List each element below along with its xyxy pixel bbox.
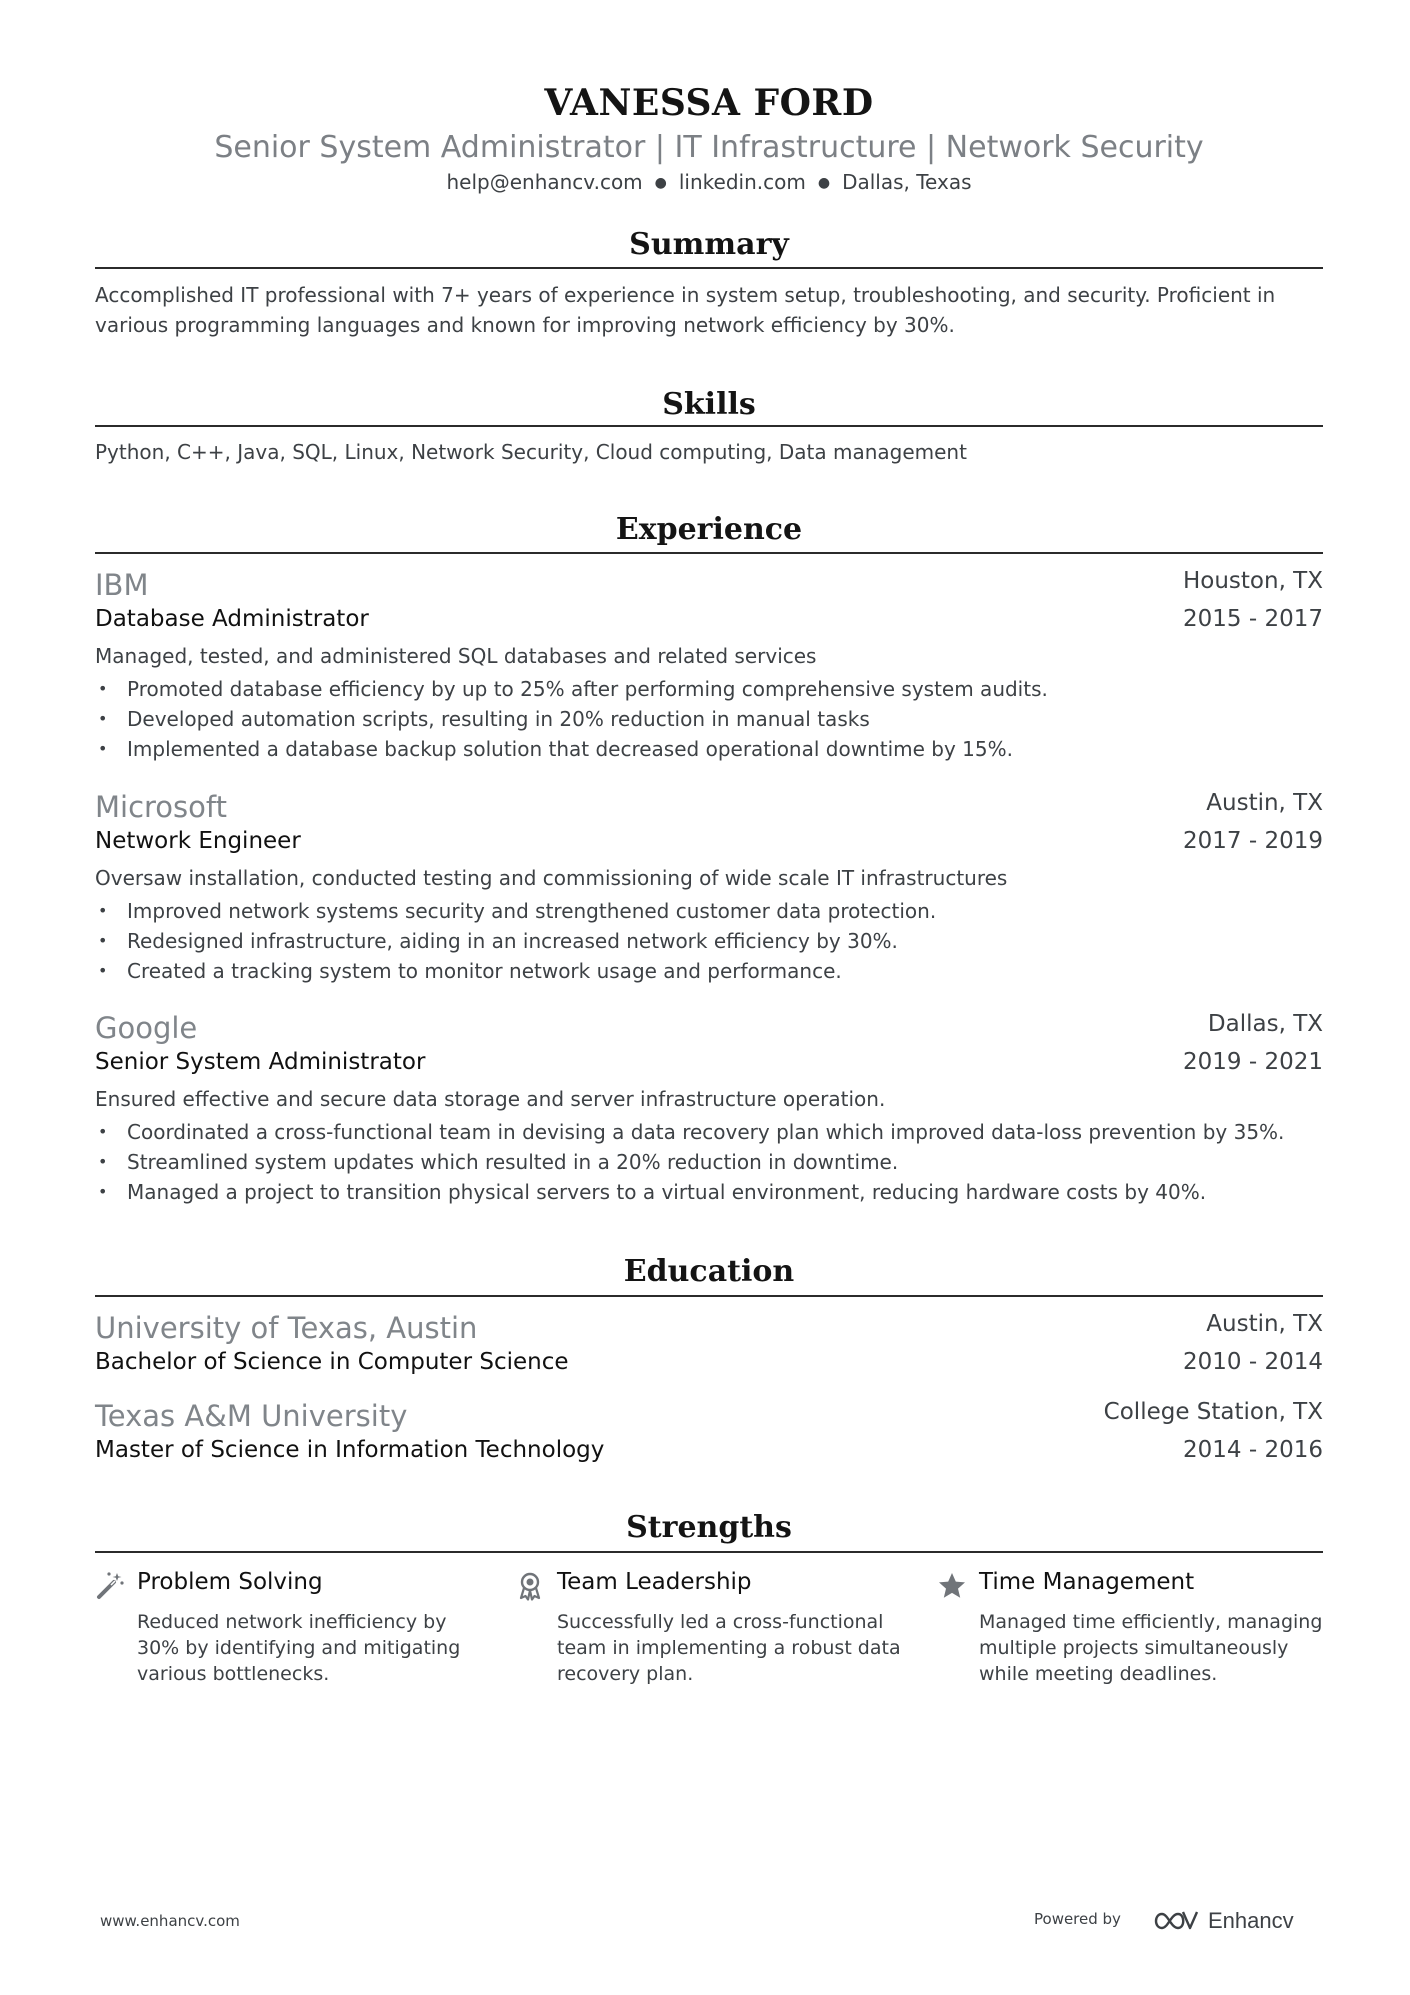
school-name: Texas A&M University: [95, 1399, 408, 1433]
education-heading: Education: [623, 1254, 795, 1289]
job-description: Managed, tested, and administered SQL databases and related services: [95, 644, 817, 668]
job-bullets: [95, 674, 1048, 764]
strength-title: Team Leadership: [557, 1569, 752, 1595]
company-name: Microsoft: [95, 790, 227, 824]
job-location: Houston, TX: [1182, 568, 1323, 594]
job-location: Dallas, TX: [1207, 1011, 1323, 1037]
list-item: • Redesigned infrastructure, aiding in an increased network efficiency by 30%.: [95, 926, 936, 956]
magic-wand-icon: [95, 1571, 125, 1601]
skills-text: Python, C++, Java, SQL, Linux, Network Security, Cloud computing, Data management: [95, 440, 967, 464]
job-description: Oversaw installation, conducted testing and commissioning of wide scale IT infrastructures: [95, 866, 1008, 890]
strength-description: Managed time efficiently, managing multiple projects simultaneously while meeting deadlines.: [979, 1611, 1323, 1685]
enhancv-logo[interactable]: [1152, 1906, 1362, 1934]
experience-heading: Experience: [615, 512, 803, 547]
section-divider: [95, 1295, 1323, 1297]
powered-by-label: Powered by: [1034, 1910, 1121, 1928]
candidate-name: VANESSA FORD: [544, 82, 874, 124]
section-divider: [95, 267, 1323, 269]
job-bullets: [95, 1117, 1284, 1207]
strength-description: Reduced network inefficiency by 30% by identifying and mitigating various bottlenecks.: [137, 1611, 461, 1685]
list-item: • Managed a project to transition physical servers to a virtual environment, reducing hardware costs by 40%.: [95, 1177, 1284, 1207]
list-item: • Coordinated a cross-functional team in devising a data recovery plan which improved data-loss prevention by 35%.: [95, 1117, 1284, 1147]
job-dates: 2019 - 2021: [1183, 1049, 1323, 1075]
job-title: Database Administrator: [95, 606, 369, 632]
summary-text: Accomplished IT professional with 7+ years of experience in system setup, troubleshooting, and security. Proficient in various programming languages and known for improving network efficiency by 30%.: [95, 283, 1276, 337]
summary-heading: Summary: [629, 227, 789, 262]
school-location: College Station, TX: [1103, 1399, 1323, 1425]
company-name: IBM: [95, 568, 149, 602]
list-item: • Improved network systems security and strengthened customer data protection.: [95, 896, 936, 926]
contact-email[interactable]: help@enhancv.com: [446, 170, 643, 194]
star-icon: [937, 1571, 967, 1601]
enhancv-wordmark: Enhancv: [1208, 1908, 1294, 1933]
contact-location: Dallas, Texas: [842, 170, 972, 194]
list-item: • Streamlined system updates which resulted in a 20% reduction in downtime.: [95, 1147, 1284, 1177]
list-item: • Promoted database efficiency by up to 25% after performing comprehensive system audits.: [95, 674, 1048, 704]
skills-heading: Skills: [662, 387, 756, 422]
award-ribbon-icon: [515, 1571, 545, 1601]
strength-description: Successfully led a cross-functional team in implementing a robust data recovery plan.: [557, 1611, 901, 1685]
section-divider: [95, 425, 1323, 427]
job-dates: 2015 - 2017: [1183, 606, 1323, 632]
list-item: • Developed automation scripts, resulting in 20% reduction in manual tasks: [95, 704, 1048, 734]
candidate-headline: Senior System Administrator | IT Infrastructure | Network Security: [214, 130, 1204, 165]
strengths-heading: Strengths: [626, 1510, 792, 1545]
job-title: Network Engineer: [95, 828, 301, 854]
degree-title: Bachelor of Science in Computer Science: [95, 1349, 569, 1375]
education-dates: 2010 - 2014: [1183, 1349, 1323, 1375]
company-name: Google: [95, 1011, 198, 1045]
strength-title: Problem Solving: [137, 1569, 323, 1595]
strength-title: Time Management: [979, 1569, 1195, 1595]
separator-dot: ●: [654, 175, 667, 191]
job-dates: 2017 - 2019: [1183, 828, 1323, 854]
school-location: Austin, TX: [1206, 1311, 1323, 1337]
school-name: University of Texas, Austin: [95, 1311, 478, 1345]
degree-title: Master of Science in Information Technology: [95, 1437, 605, 1463]
list-item: • Implemented a database backup solution that decreased operational downtime by 15%.: [95, 734, 1048, 764]
contact-linkedin[interactable]: linkedin.com: [678, 170, 806, 194]
education-dates: 2014 - 2016: [1183, 1437, 1323, 1463]
contact-line: [95, 170, 1323, 194]
job-location: Austin, TX: [1206, 790, 1323, 816]
section-divider: [95, 552, 1323, 554]
job-description: Ensured effective and secure data storage and server infrastructure operation.: [95, 1087, 886, 1111]
separator-dot: ●: [817, 175, 831, 191]
job-title: Senior System Administrator: [95, 1049, 426, 1075]
section-divider: [95, 1551, 1323, 1553]
job-bullets: [95, 896, 936, 986]
footer-website-link[interactable]: www.enhancv.com: [100, 1912, 240, 1930]
list-item: • Created a tracking system to monitor network usage and performance.: [95, 956, 936, 986]
